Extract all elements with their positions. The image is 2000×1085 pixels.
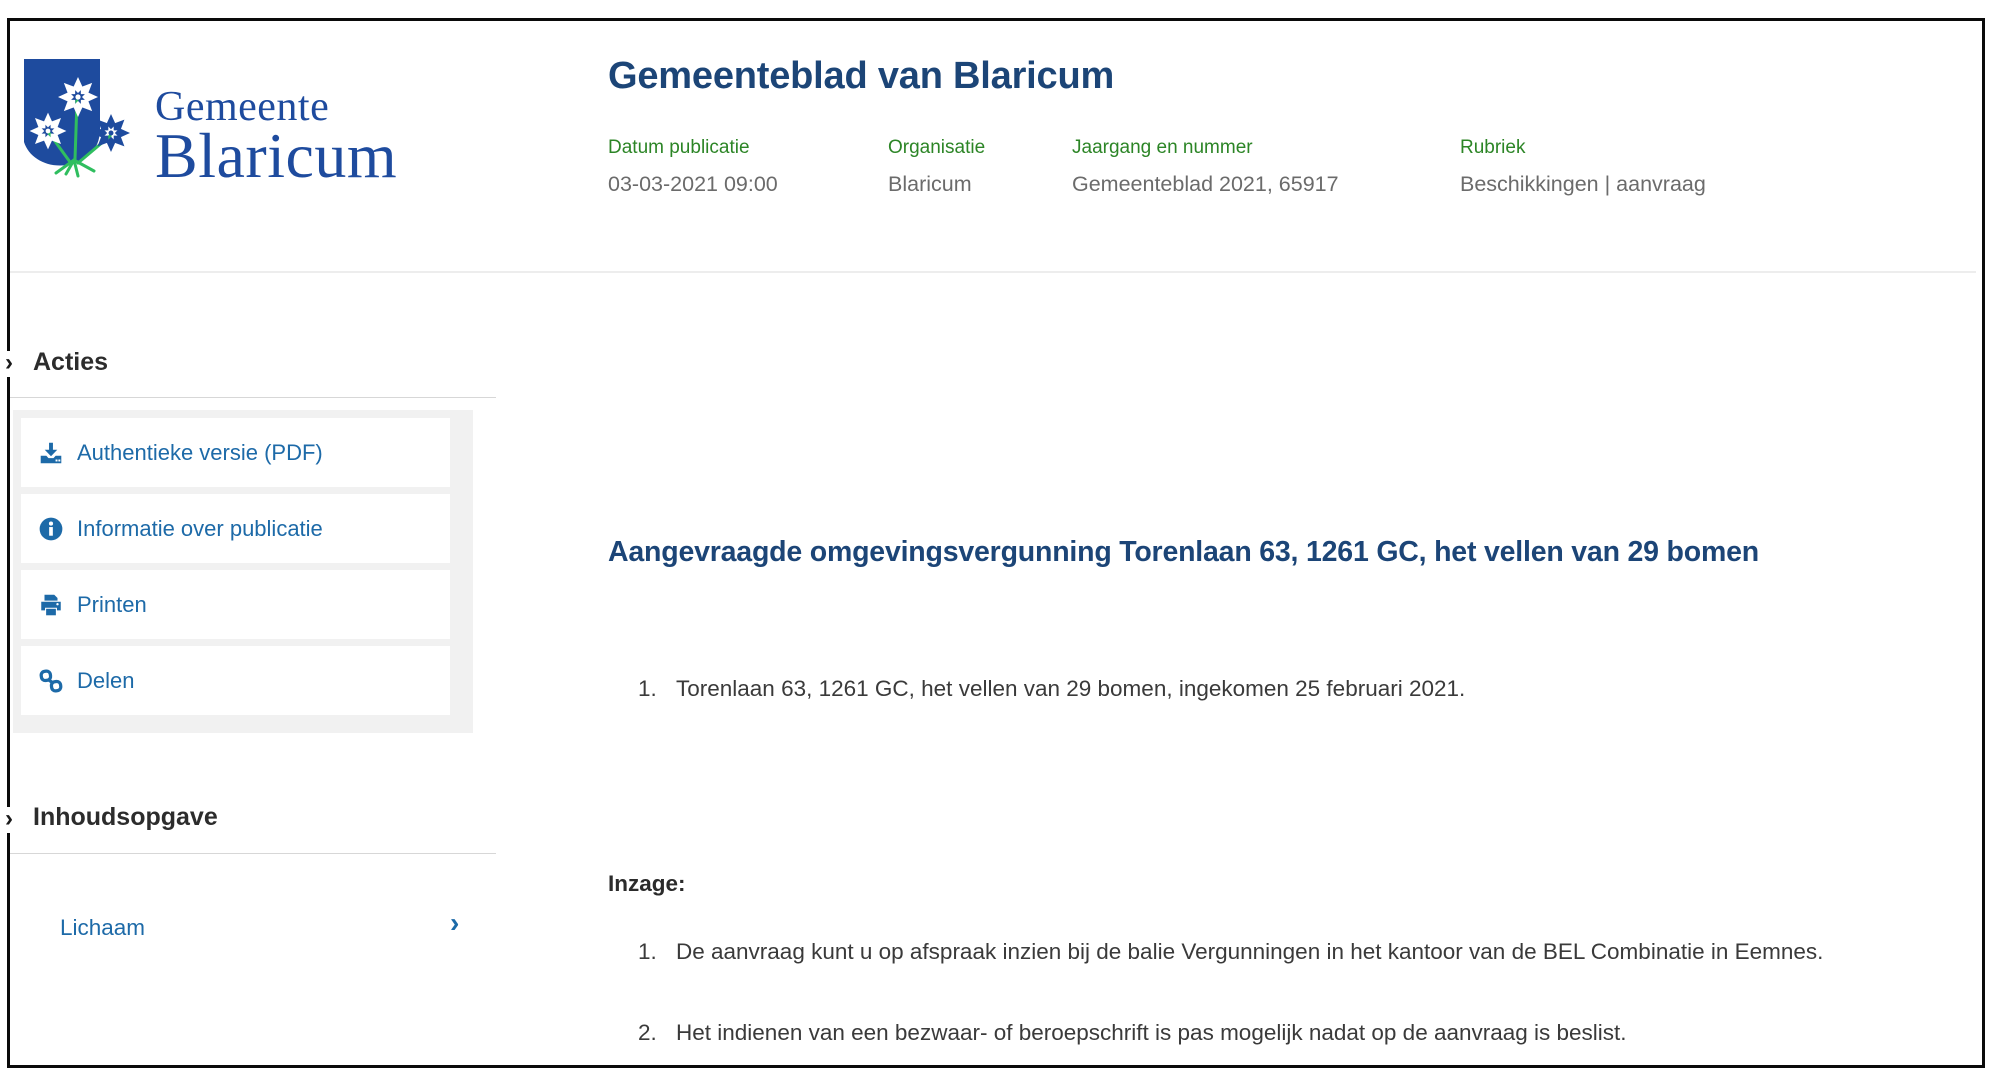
- action-label: Delen: [77, 667, 135, 693]
- logo-org-name: Blaricum: [155, 120, 398, 191]
- meta-label: Rubriek: [1460, 137, 1526, 158]
- list-marker: 1.: [638, 676, 657, 701]
- actions-panel: [13, 410, 473, 733]
- inzage-list-item: [638, 1020, 1968, 1046]
- meta-value: Gemeenteblad 2021, 65917: [1072, 172, 1339, 196]
- action-delen[interactable]: [21, 646, 450, 715]
- meta-datum-publicatie: [608, 137, 778, 197]
- gemeente-blaricum-logo[interactable]: [20, 57, 580, 197]
- share-link-icon: [37, 667, 65, 695]
- list-marker: 1.: [638, 939, 657, 964]
- action-label: Authentieke versie (PDF): [77, 439, 323, 465]
- inhoudsopgave-collapse-toggle[interactable]: ›: [0, 807, 22, 833]
- print-icon: [37, 591, 65, 619]
- action-label: Printen: [77, 591, 147, 617]
- inzage-list-item: [638, 939, 1968, 965]
- meta-value: 03-03-2021 09:00: [608, 172, 778, 196]
- page-frame: [7, 18, 1985, 1068]
- acties-collapse-toggle[interactable]: ›: [0, 351, 22, 377]
- meta-label: Datum publicatie: [608, 137, 750, 158]
- list-text: Torenlaan 63, 1261 GC, het vellen van 29 bomen, ingekomen 25 februari 2021.: [676, 676, 1466, 701]
- cornflower-blue: [92, 114, 130, 152]
- meta-rubriek: [1460, 137, 1706, 197]
- action-printen[interactable]: [21, 570, 450, 639]
- list-text: Het indienen van een bezwaar- of beroepschrift is pas mogelijk nadat op de aanvraag is beslist.: [676, 1020, 1627, 1045]
- list-marker: 2.: [638, 1020, 657, 1045]
- acties-heading: Acties: [33, 348, 109, 376]
- header-divider: [10, 271, 1976, 273]
- blaricum-crest-icon: [20, 59, 138, 179]
- inzage-heading: Inzage:: [608, 871, 686, 896]
- info-icon: [37, 515, 65, 543]
- chevron-right-icon[interactable]: ›: [450, 907, 460, 938]
- acties-divider: [10, 397, 496, 398]
- meta-jaargang-nummer: [1072, 137, 1339, 197]
- inhoudsopgave-divider: [10, 853, 496, 854]
- action-label: Informatie over publicatie: [77, 515, 323, 541]
- document-heading: Aangevraagde omgevingsvergunning Torenlaan 63, 1261 GC, het vellen van 29 bomen: [608, 536, 1759, 568]
- toc-item-lichaam[interactable]: Lichaam: [60, 915, 146, 940]
- meta-label: Organisatie: [888, 137, 986, 158]
- page-title: Gemeenteblad van Blaricum: [608, 55, 1115, 97]
- action-informatie-over-publicatie[interactable]: [21, 494, 450, 563]
- meta-label: Jaargang en nummer: [1072, 137, 1253, 158]
- cornflower-white-2: [30, 113, 67, 150]
- cornflower-white-1: [58, 77, 98, 117]
- action-authentieke-versie[interactable]: [21, 418, 450, 487]
- request-list-item: [638, 676, 1968, 702]
- meta-value: Beschikkingen | aanvraag: [1460, 172, 1706, 196]
- list-text: De aanvraag kunt u op afspraak inzien bij de balie Vergunningen in het kantoor van de BEL Combinatie in Eemnes.: [676, 939, 1824, 964]
- meta-organisatie: [888, 137, 985, 197]
- logo-org-prefix: Gemeente: [155, 84, 330, 130]
- inhoudsopgave-heading: Inhoudsopgave: [33, 803, 218, 831]
- download-icon: [37, 439, 65, 467]
- meta-value: Blaricum: [888, 172, 972, 196]
